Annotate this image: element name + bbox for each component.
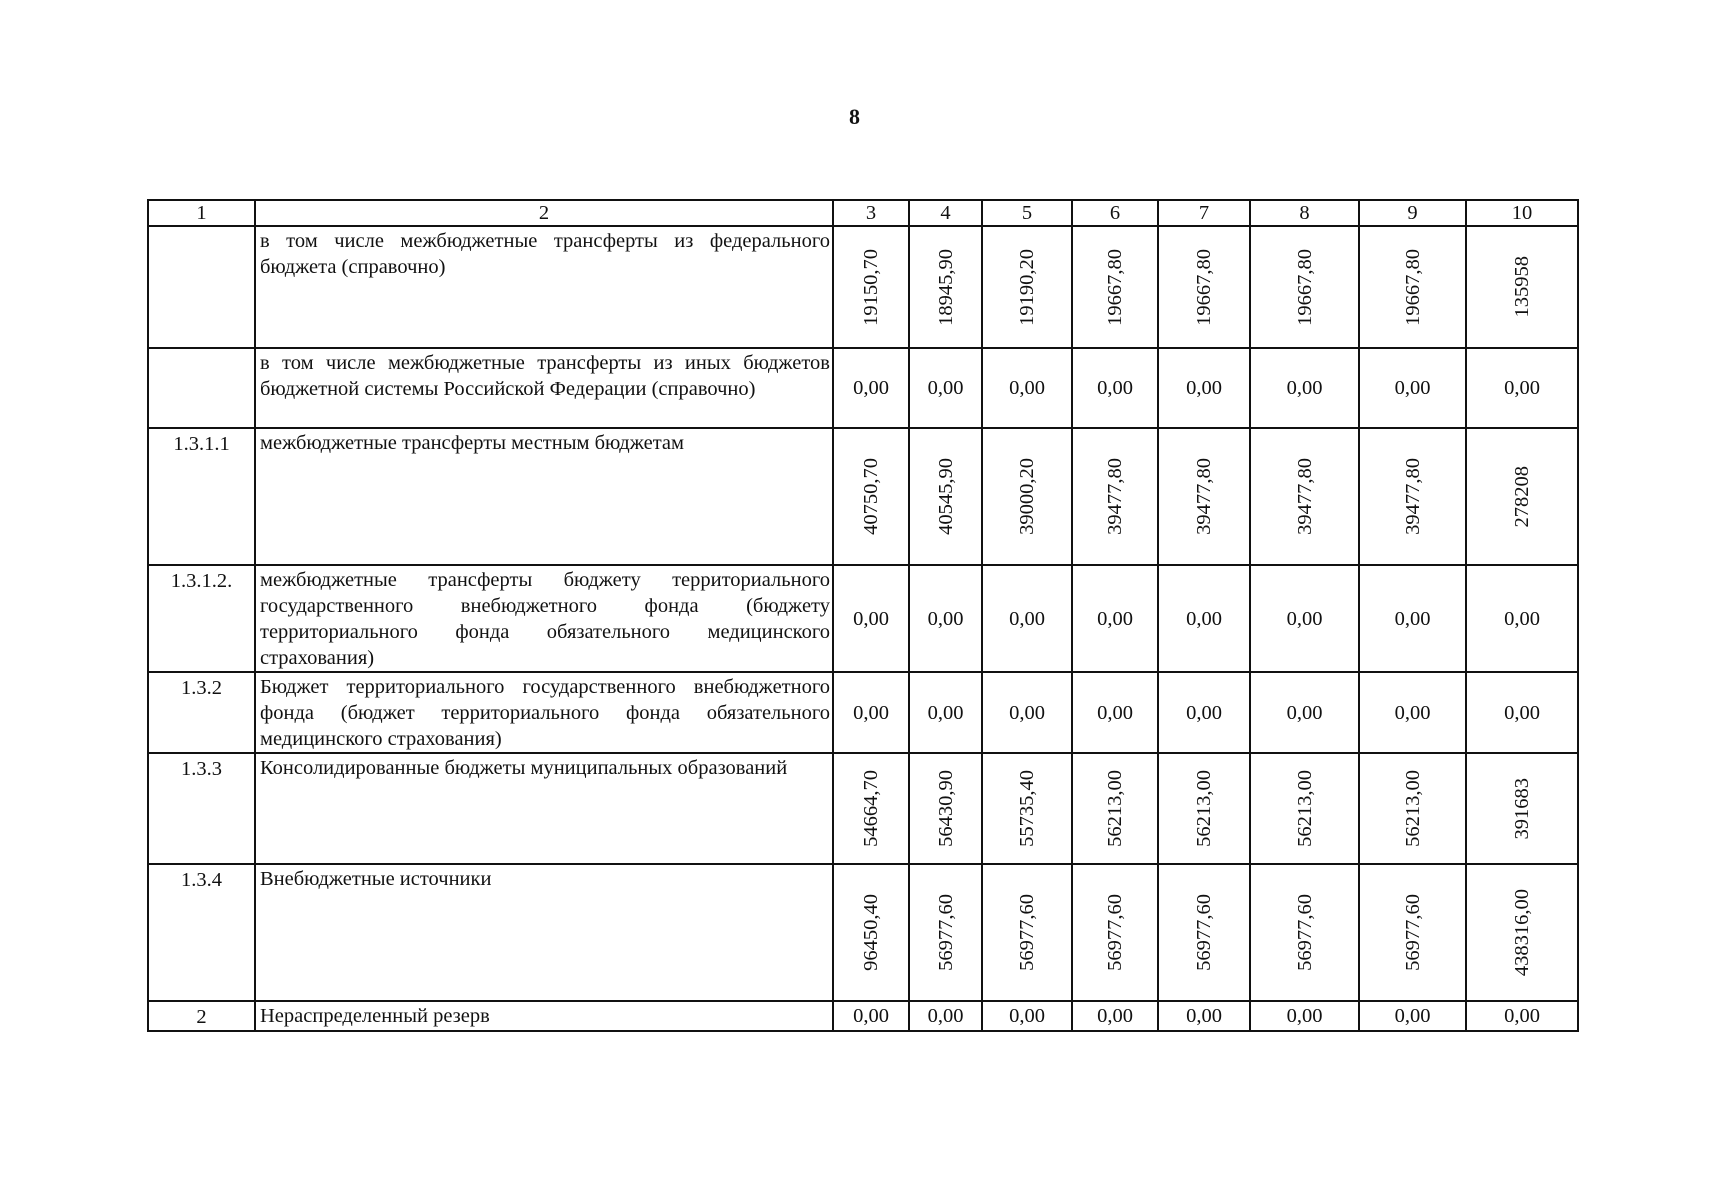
value-cell: 0,00 bbox=[1250, 348, 1359, 428]
value-cell: 0,00 bbox=[1250, 1001, 1359, 1031]
value-cell: 0,00 bbox=[1158, 348, 1250, 428]
column-header: 5 bbox=[982, 200, 1072, 226]
value-cell: 18945,90 bbox=[909, 226, 982, 348]
value-cell: 0,00 bbox=[982, 348, 1072, 428]
value-cell: 39477,80 bbox=[1250, 428, 1359, 565]
column-header: 1 bbox=[148, 200, 255, 226]
value-cell: 56213,00 bbox=[1158, 753, 1250, 864]
value-cell: 55735,40 bbox=[982, 753, 1072, 864]
value-cell: 56977,60 bbox=[1072, 864, 1158, 1001]
value-cell: 56430,90 bbox=[909, 753, 982, 864]
row-description: Консолидированные бюджеты муниципальных образований bbox=[255, 753, 833, 864]
value-cell: 39477,80 bbox=[1158, 428, 1250, 565]
value-cell: 40750,70 bbox=[833, 428, 909, 565]
value-cell: 0,00 bbox=[1158, 672, 1250, 753]
table-row bbox=[148, 226, 1578, 348]
row-description: Внебюджетные источники bbox=[255, 864, 833, 1001]
value-cell: 0,00 bbox=[1072, 672, 1158, 753]
value-cell: 19667,80 bbox=[1359, 226, 1466, 348]
value-cell: 0,00 bbox=[1359, 1001, 1466, 1031]
value-cell: 19667,80 bbox=[1250, 226, 1359, 348]
value-cell: 56213,00 bbox=[1250, 753, 1359, 864]
value-cell: 19150,70 bbox=[833, 226, 909, 348]
row-description: Бюджет территориального государственного внебюджетного фонда (бюджет территориального фонда обязательного медицинского страхования) bbox=[255, 672, 833, 753]
table-row bbox=[148, 672, 1578, 753]
value-cell: 56213,00 bbox=[1359, 753, 1466, 864]
row-code bbox=[148, 226, 255, 348]
value-cell: 0,00 bbox=[909, 672, 982, 753]
value-cell: 39000,20 bbox=[982, 428, 1072, 565]
column-header: 2 bbox=[255, 200, 833, 226]
table-row bbox=[148, 565, 1578, 672]
value-cell: 0,00 bbox=[982, 672, 1072, 753]
value-cell: 56977,60 bbox=[909, 864, 982, 1001]
row-description: межбюджетные трансферты местным бюджетам bbox=[255, 428, 833, 565]
column-header: 9 bbox=[1359, 200, 1466, 226]
value-cell: 0,00 bbox=[1359, 348, 1466, 428]
table-row bbox=[148, 428, 1578, 565]
value-cell: 0,00 bbox=[982, 565, 1072, 672]
header-row bbox=[148, 200, 1578, 226]
value-cell: 0,00 bbox=[909, 348, 982, 428]
value-cell: 0,00 bbox=[833, 672, 909, 753]
column-header: 8 bbox=[1250, 200, 1359, 226]
row-code: 2 bbox=[148, 1001, 255, 1031]
table-row bbox=[148, 348, 1578, 428]
budget-table bbox=[147, 199, 1579, 1032]
row-description: Нераспределенный резерв bbox=[255, 1001, 833, 1031]
column-header: 10 bbox=[1466, 200, 1578, 226]
value-cell: 278208 bbox=[1466, 428, 1578, 565]
value-cell: 19667,80 bbox=[1158, 226, 1250, 348]
value-cell: 0,00 bbox=[1359, 672, 1466, 753]
value-cell: 0,00 bbox=[982, 1001, 1072, 1031]
value-cell: 0,00 bbox=[1359, 565, 1466, 672]
value-cell: 56977,60 bbox=[1359, 864, 1466, 1001]
value-cell: 39477,80 bbox=[1072, 428, 1158, 565]
value-cell: 135958 bbox=[1466, 226, 1578, 348]
value-cell: 56977,60 bbox=[982, 864, 1072, 1001]
value-cell: 0,00 bbox=[1466, 672, 1578, 753]
value-cell: 0,00 bbox=[833, 348, 909, 428]
table-row bbox=[148, 753, 1578, 864]
row-code bbox=[148, 348, 255, 428]
row-description: межбюджетные трансферты бюджету территориального государственного внебюджетного фонда (бюджету территориального фонда обязательного медицинского страхования) bbox=[255, 565, 833, 672]
table-row bbox=[148, 864, 1578, 1001]
value-cell: 0,00 bbox=[1466, 565, 1578, 672]
value-cell: 0,00 bbox=[1072, 348, 1158, 428]
value-cell: 0,00 bbox=[1466, 1001, 1578, 1031]
column-header: 7 bbox=[1158, 200, 1250, 226]
value-cell: 0,00 bbox=[1466, 348, 1578, 428]
value-cell: 56977,60 bbox=[1250, 864, 1359, 1001]
value-cell: 0,00 bbox=[1072, 565, 1158, 672]
value-cell: 56213,00 bbox=[1072, 753, 1158, 864]
value-cell: 40545,90 bbox=[909, 428, 982, 565]
value-cell: 0,00 bbox=[1158, 1001, 1250, 1031]
column-header: 3 bbox=[833, 200, 909, 226]
value-cell: 0,00 bbox=[833, 565, 909, 672]
value-cell: 0,00 bbox=[1250, 672, 1359, 753]
row-code: 1.3.1.2. bbox=[148, 565, 255, 672]
value-cell: 39477,80 bbox=[1359, 428, 1466, 565]
row-description: в том числе межбюджетные трансферты из иных бюджетов бюджетной системы Российской Федерации (справочно) bbox=[255, 348, 833, 428]
value-cell: 438316,00 bbox=[1466, 864, 1578, 1001]
column-header: 4 bbox=[909, 200, 982, 226]
row-code: 1.3.2 bbox=[148, 672, 255, 753]
value-cell: 96450,40 bbox=[833, 864, 909, 1001]
table-row bbox=[148, 1001, 1578, 1031]
value-cell: 0,00 bbox=[909, 1001, 982, 1031]
value-cell: 19667,80 bbox=[1072, 226, 1158, 348]
value-cell: 0,00 bbox=[1072, 1001, 1158, 1031]
value-cell: 0,00 bbox=[833, 1001, 909, 1031]
value-cell: 391683 bbox=[1466, 753, 1578, 864]
row-code: 1.3.4 bbox=[148, 864, 255, 1001]
row-code: 1.3.1.1 bbox=[148, 428, 255, 565]
column-header: 6 bbox=[1072, 200, 1158, 226]
value-cell: 56977,60 bbox=[1158, 864, 1250, 1001]
row-description: в том числе межбюджетные трансферты из федерального бюджета (справочно) bbox=[255, 226, 833, 348]
value-cell: 0,00 bbox=[909, 565, 982, 672]
value-cell: 0,00 bbox=[1250, 565, 1359, 672]
value-cell: 19190,20 bbox=[982, 226, 1072, 348]
row-code: 1.3.3 bbox=[148, 753, 255, 864]
value-cell: 0,00 bbox=[1158, 565, 1250, 672]
value-cell: 54664,70 bbox=[833, 753, 909, 864]
page-number: 8 bbox=[849, 104, 860, 129]
